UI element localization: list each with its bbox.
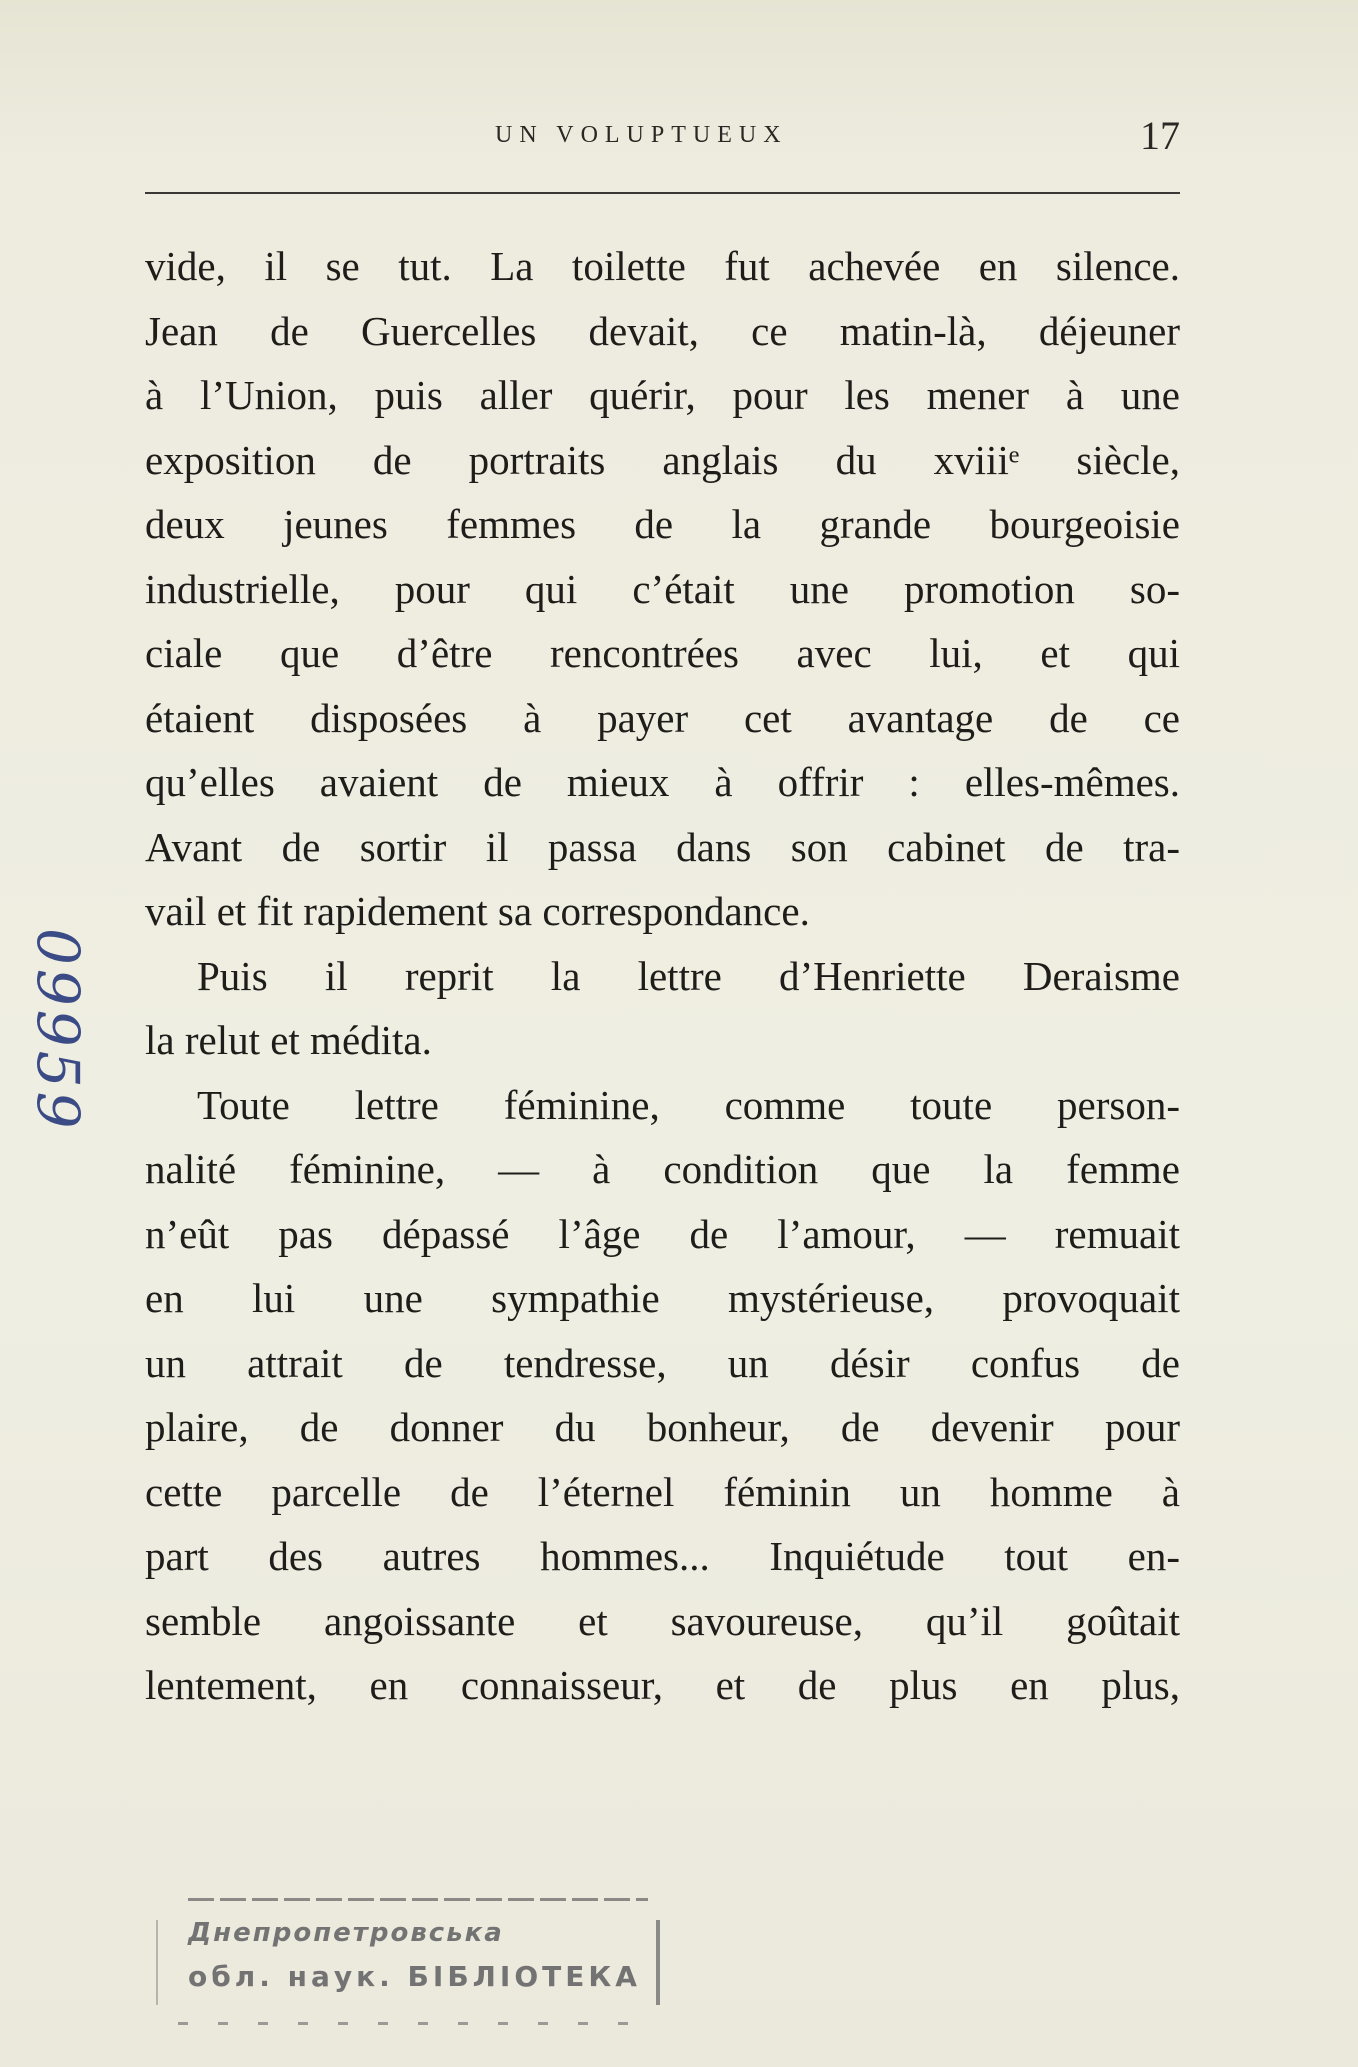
text-line: n’eût pas dépassé l’âge de l’amour, — remuait xyxy=(145,1210,1180,1257)
text-line: à l’Union, puis aller quérir, pour les mener à une xyxy=(145,372,1180,418)
paragraph-start-line: Toute lettre féminine, comme toute person- xyxy=(197,1081,1180,1128)
text-line: vail et fit rapidement sa correspondance. xyxy=(145,888,810,934)
handwritten-number: 09959 xyxy=(24,928,92,1133)
stamp-line-2: обл. наук. БІБЛІОТЕКА xyxy=(188,1960,641,1993)
text-line: Jean de Guercelles devait, ce matin-là, déjeuner xyxy=(145,307,1180,354)
text-line: Avant de sortir il passa dans son cabinet de tra- xyxy=(145,823,1180,870)
text-line: étaient disposées à payer cet avantage de ce xyxy=(145,694,1180,741)
text-line: industrielle, pour qui c’était une promotion so- xyxy=(145,565,1180,612)
text-line: nalité féminine, — à condition que la femme xyxy=(145,1146,1180,1192)
text-line: plaire, de donner du bonheur, de devenir pour xyxy=(145,1404,1180,1450)
paragraph-start-line: Puis il reprit la lettre d’Henriette Deraisme xyxy=(197,952,1180,999)
stamp-line-1: Днепропетровська xyxy=(188,1918,504,1948)
text-line: cette parcelle de l’éternel féminin un homme à xyxy=(145,1468,1180,1515)
text-line: qu’elles avaient de mieux à offrir : elles-mêmes. xyxy=(145,759,1180,805)
text-line: la relut et médita. xyxy=(145,1017,432,1063)
stamp-border xyxy=(178,2022,638,2025)
text-line: part des autres hommes... Inquiétude tout en- xyxy=(145,1533,1180,1579)
running-title: UN VOLUPTUEUX xyxy=(495,122,788,148)
text-line: en lui une sympathie mystérieuse, provoquait xyxy=(145,1275,1180,1321)
text-line: semble angoissante et savoureuse, qu’il goûtait xyxy=(145,1597,1180,1644)
page-header xyxy=(145,113,1180,178)
body-text xyxy=(145,234,1180,1718)
text-line: exposition de portraits anglais du xviiiᵉ siècle, xyxy=(145,436,1180,483)
stamp-border xyxy=(188,1898,648,1901)
text-line: vide, il se tut. La toilette fut achevée en silence. xyxy=(145,243,1180,289)
library-stamp xyxy=(148,1860,668,2005)
stamp-border xyxy=(156,1920,158,2005)
header-rule xyxy=(145,192,1180,194)
text-line: ciale que d’être rencontrées avec lui, et qui xyxy=(145,630,1180,676)
text-line: lentement, en connaisseur, et de plus en plus, xyxy=(145,1662,1180,1708)
text-line: un attrait de tendresse, un désir confus de xyxy=(145,1339,1180,1386)
page-number: 17 xyxy=(1140,113,1180,158)
text-line: deux jeunes femmes de la grande bourgeoisie xyxy=(145,501,1180,547)
handwritten-inventory-number xyxy=(24,918,98,1168)
